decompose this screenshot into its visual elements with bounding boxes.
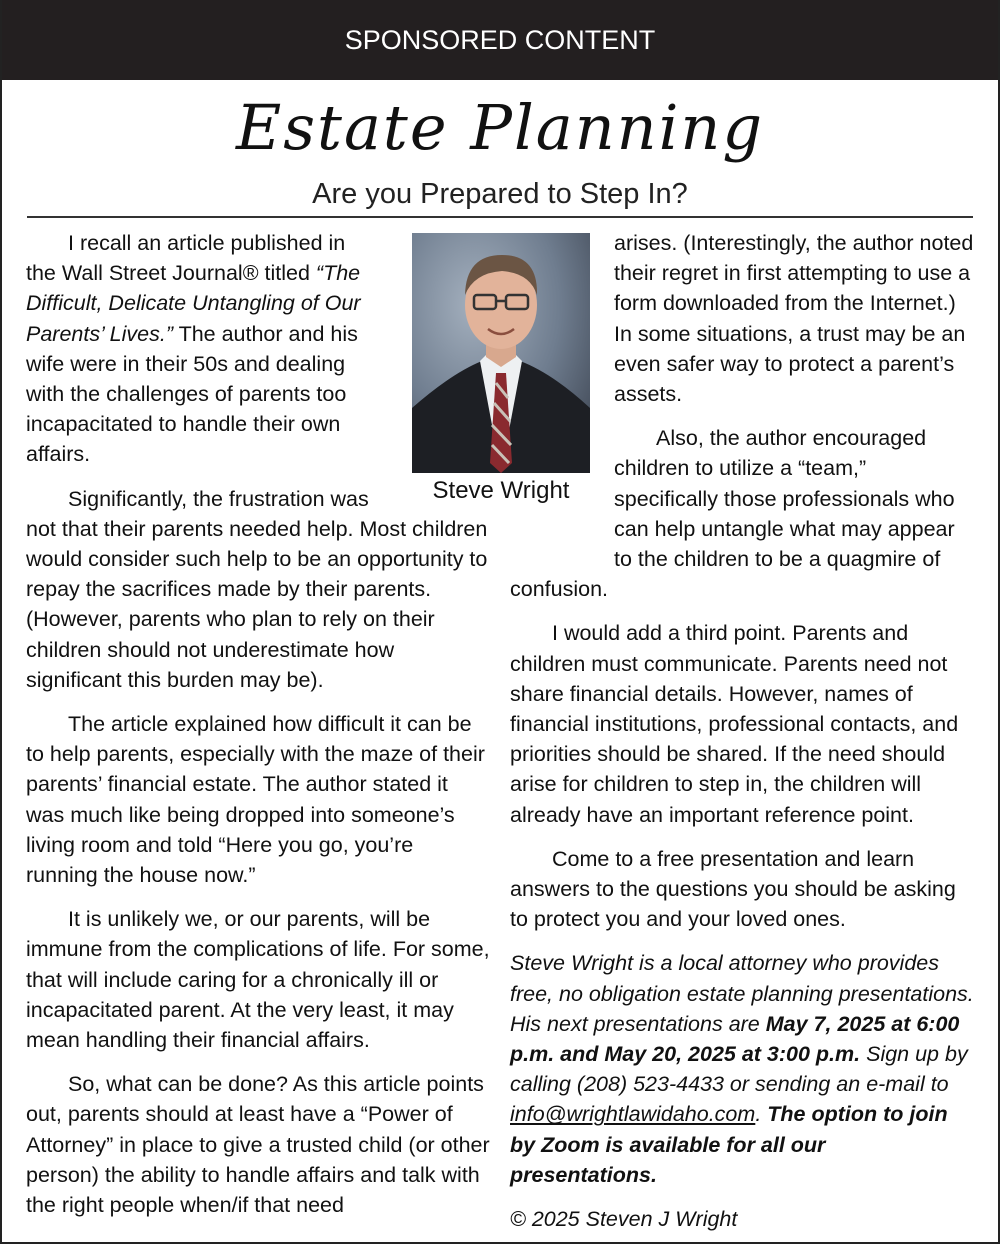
left-paragraph-3: The article explained how difficult it can be to help parents, especially with the maze of their parents’ financial estate. The author stated it was much like being dropped into someone’s living room and told “Here you go, you’re running the house now.” xyxy=(26,712,485,888)
left-paragraph-2: Significantly, the frustration was not that their parents needed help. Most children would consider such help to be an opportunity to repay the sacrifices made by their parents. (However, parents who plan to rely on their children should not underestimate how significant this burden may be). xyxy=(26,486,488,692)
copyright: © 2025 Steven J Wright xyxy=(510,1207,738,1232)
zoom-note: The option to join by Zoom is available for all our presentations. xyxy=(510,1102,948,1187)
presentation-dates: May 7, 2025 at 6:00 p.m. and May 20, 2025 at 3:00 p.m. xyxy=(510,1011,960,1067)
photo-caption: Steve Wright xyxy=(432,477,570,504)
page-title: Estate Planning xyxy=(235,91,765,164)
photo-float-space-right xyxy=(510,228,614,552)
author-bio xyxy=(510,948,976,1190)
bio-intro: Steve Wright is a local attorney who provides free, no obligation estate planning presentations. His next presentations are xyxy=(510,951,974,1036)
header-divider xyxy=(27,216,973,218)
right-paragraph-2: Also, the author encouraged children to utilize a “team,” specifically those professionals who can help untangle what may appear to the children to be a quagmire of confusion. xyxy=(510,426,955,602)
right-paragraph-3: I would add a third point. Parents and children must communicate. Parents need not share financial details. However, names of financial institutions, professional contacts, and priorities should be shared. If the need should arise for children to step in, the children will already have an important reference point. xyxy=(510,621,959,827)
left-p1-intro: I recall an article published in the Wall Street Journal® titled xyxy=(26,231,346,286)
sponsored-label: SPONSORED CONTENT xyxy=(344,24,656,55)
right-paragraph-1: arises. (Interestingly, the author noted their regret in first attempting to use a form downloaded from the Internet.) In some situations, a trust may be an even safer way to protect a parent’s assets. xyxy=(614,231,974,407)
sponsored-banner xyxy=(2,0,998,80)
left-p1-rest: The author and his wife were in their 50s and dealing with the challenges of parents too incapacitated to handle their own affairs. xyxy=(26,321,358,467)
bio-punct: . xyxy=(755,1102,768,1127)
bio-contact: Sign up by calling (208) 523-4433 or sending an e-mail to xyxy=(510,1042,968,1097)
email-link[interactable]: info@wrightlawidaho.com xyxy=(510,1102,756,1127)
page-subtitle: Are you Prepared to Step In? xyxy=(312,178,688,210)
left-paragraph-4: It is unlikely we, or our parents, will be immune from the complications of life. For some, that will include caring for a chronically ill or incapacitated parent. At the very least, it may mean handling their financial affairs. xyxy=(26,907,490,1053)
article-title: “The Difficult, Delicate Untangling of Our Parents’ Lives.” xyxy=(26,261,361,346)
right-column xyxy=(510,228,976,1244)
right-paragraph-4: Come to a free presentation and learn answers to the questions you should be asking to protect you and your loved ones. xyxy=(510,846,956,932)
left-paragraph-5: So, what can be done? As this article points out, parents should at least have a “Power of Attorney” in place to give a trusted child (or other person) the ability to handle affairs and talk with the right people when/if that need xyxy=(26,1072,490,1218)
